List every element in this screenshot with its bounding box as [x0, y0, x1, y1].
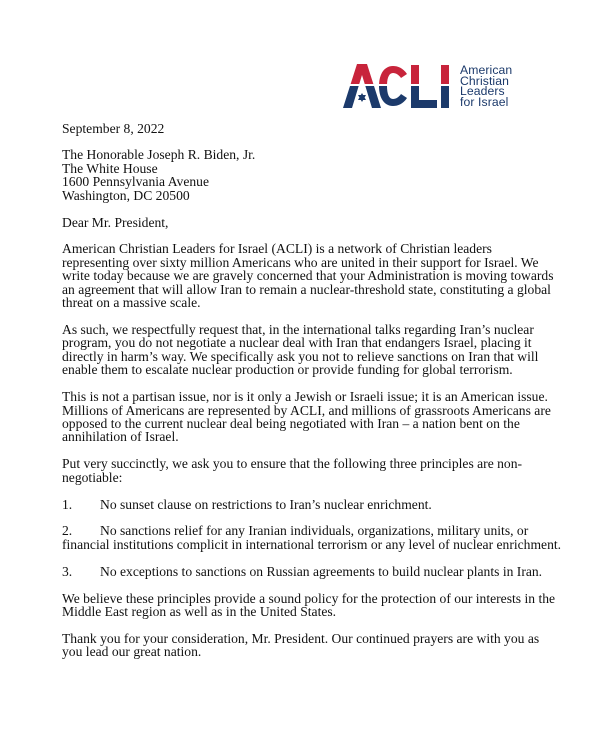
- address-line: The White House: [62, 160, 158, 176]
- logo-text-line: Leaders: [460, 84, 505, 99]
- logo-text-line: Christian: [460, 73, 509, 88]
- principle-item: [62, 498, 562, 511]
- letter-body: [62, 122, 562, 672]
- address-line: The Honorable Joseph R. Biden, Jr.: [62, 147, 256, 163]
- star-of-david-icon: [358, 93, 366, 102]
- letter-date: September 8, 2022: [62, 121, 165, 136]
- address-line: 1600 Pennsylvania Avenue: [62, 174, 209, 190]
- paragraph: Put very succinctly, we ask you to ensure that the following three principles are non-negotiable:: [62, 456, 523, 485]
- principle-number: 3.: [62, 563, 73, 579]
- closing-paragraph: We believe these principles provide a sound policy for the protection of our interests in the Middle East region as well as in the United States.: [62, 590, 556, 620]
- acli-logo-mark: [343, 62, 453, 110]
- paragraph: As such, we respectfully request that, in the international talks regarding Iran’s nuclear program, you do not negotiate a nuclear deal with Iran that endangers Israel, placing it directly in harm’s way. We specifically ask you not to relieve sanctions on Iran that will enable them to escalate nuclear production or provide funding for global terrorism.: [62, 321, 539, 378]
- closing-paragraph: Thank you for your consideration, Mr. President. Our continued prayers are with you as you lead our great nation.: [62, 630, 540, 660]
- paragraph: This is not a partisan issue, nor is it only a Jewish or Israeli issue; it is an American issue. Millions of Americans are represented by ACLI, and millions of grassroots Americans are opposed to the current nuclear deal being negotiated with Iran – a nation bent on the annihilation of Israel.: [62, 389, 551, 445]
- principle-item: [62, 565, 562, 578]
- address-line: Washington, DC 20500: [62, 187, 190, 203]
- salutation: Dear Mr. President,: [62, 215, 169, 231]
- principle-item: [62, 524, 562, 551]
- acli-logo: [343, 62, 543, 110]
- logo-text-line: American: [460, 63, 513, 77]
- principle-number: 1.: [62, 496, 73, 512]
- recipient-address: [62, 148, 562, 202]
- paragraph: American Christian Leaders for Israel (ACLI) is a network of Christian leaders representing over sixty million Americans who are united in their support for Israel. We write today because we are gravely concerned that your Administration is moving towards an agreement that will allow Iran to remain a nuclear-threshold state, constituting a global threat on a massive scale.: [62, 241, 554, 311]
- principle-text: No sunset clause on restrictions to Iran’s nuclear enrichment.: [100, 496, 432, 512]
- logo-wordmark: [460, 65, 512, 107]
- principle-number: 2.: [62, 523, 73, 539]
- logo-text-line: for Israel: [460, 94, 509, 109]
- principle-text: No exceptions to sanctions on Russian agreements to build nuclear plants in Iran.: [100, 563, 543, 579]
- principle-text: No sanctions relief for any Iranian individuals, organizations, military units, or financial institutions complicit in international terrorism or any level of nuclear enrichment.: [62, 523, 562, 552]
